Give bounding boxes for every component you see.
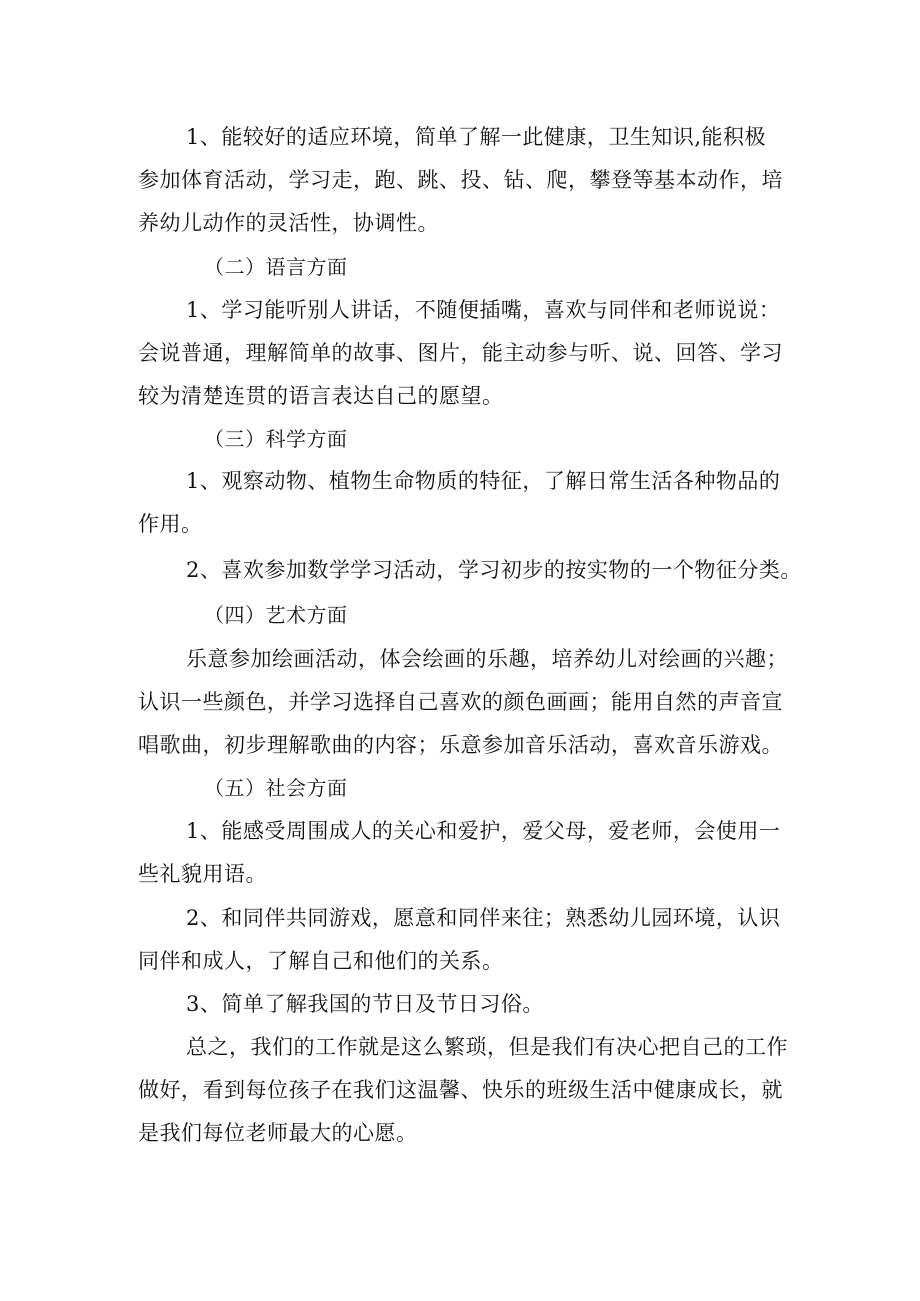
science-item-2 <box>138 549 802 592</box>
text-line: 1、能较好的适应环境，简单了解一此健康，卫生知识,能积极 <box>186 125 767 149</box>
text-line: 2、和同伴共同游戏，愿意和同伴来往；熟悉幼儿园环境，认识 <box>186 906 781 930</box>
social-item-2 <box>138 897 788 983</box>
text-line: 养幼儿动作的灵活性，协调性。 <box>138 211 439 235</box>
section-heading-art: （四）艺术方面 <box>204 603 348 627</box>
text-line: 会说普通，理解简单的故事、图片，能主动参与听、说、回答、学习 <box>138 341 783 365</box>
text-line: 3、简单了解我国的节日及节日习俗。 <box>186 992 544 1016</box>
section-heading-social: （五）社会方面 <box>204 776 348 800</box>
text-line: 总之，我们的工作就是这么繁琐，但是我们有决心把自己的工作 <box>186 1035 788 1059</box>
text-line: 些礼貌用语。 <box>138 862 267 886</box>
section-heading-science: （三）科学方面 <box>204 427 348 451</box>
text-line: 认识一些颜色，并学习选择自己喜欢的颜色画画；能用自然的声音宣 <box>138 690 783 714</box>
text-line: 唱歌曲，初步理解歌曲的内容；乐意参加音乐活动，喜欢音乐游戏。 <box>138 733 783 757</box>
text-line: 参加体育活动，学习走，跑、跳、投、钻、爬，攀登等基本动作，培 <box>138 168 783 192</box>
text-line: 做好，看到每位孩子在我们这温馨、快乐的班级生活中健康成长，就 <box>138 1078 783 1102</box>
social-item-3 <box>138 983 788 1026</box>
language-item-1 <box>138 289 788 418</box>
text-line: 较为清楚连贯的语言表达自己的愿望。 <box>138 384 504 408</box>
text-line: 1、能感受周围成人的关心和爱护，爱父母，爱老师，会使用一 <box>186 819 781 843</box>
text-line: 1、观察动物、植物生命物质的特征，了解日常生活各种物品的 <box>186 469 781 493</box>
text-line: 乐意参加绘画活动，体会绘画的乐趣，培养幼儿对绘画的兴趣； <box>186 647 788 671</box>
text-line: 1、学习能听别人讲话，不随便插嘴，喜欢与同伴和老师说说： <box>186 298 781 322</box>
text-line: 同伴和成人，了解自己和他们的关系。 <box>138 949 504 973</box>
text-line: 2、喜欢参加数学学习活动，学习初步的按实物的一个物征分类。 <box>186 558 802 582</box>
text-line: 是我们每位老师最大的心愿。 <box>138 1121 418 1145</box>
science-item-1 <box>138 460 788 546</box>
text-line: 作用。 <box>138 512 203 536</box>
section-heading-language: （二）语言方面 <box>204 255 348 279</box>
art-paragraph <box>138 638 788 767</box>
conclusion-paragraph <box>138 1026 788 1155</box>
health-item-1 <box>138 116 788 245</box>
social-item-1 <box>138 810 788 896</box>
